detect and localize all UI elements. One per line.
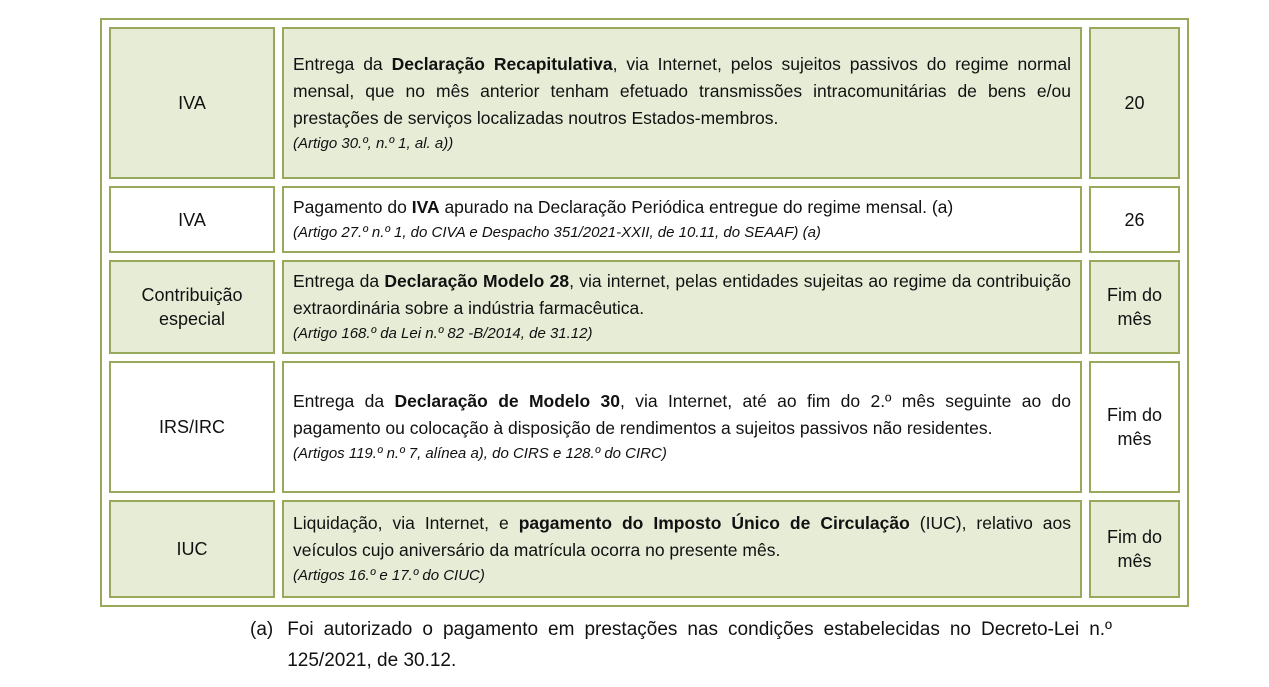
obligation-text-post: , via Internet, pelos sujeitos passivos do regime normal mensal, que no mês anterior tenham efetuado transmissões intracomunitárias de bens e/ou prestações de serviços localizadas noutros Estados-membros. — [293, 53, 1072, 128]
tax-type-cell: IVA — [109, 27, 275, 179]
table-row — [109, 260, 1180, 354]
tax-type-cell: IRS/IRC — [109, 361, 275, 493]
obligation-text — [293, 510, 1071, 564]
tax-type-cell: IVA — [109, 186, 275, 253]
footnote — [250, 614, 1112, 676]
obligation-text-post: , via internet, pelas entidades sujeitas ao regime da contribuição extraordinária sobre a indústria farmacêutica. — [293, 271, 1072, 318]
obligation-cell — [282, 500, 1082, 598]
tax-deadlines-table — [100, 18, 1189, 607]
deadline-cell: Fim do mês — [1089, 260, 1180, 354]
obligation-text-bold: pagamento do Imposto Único de Circulação — [518, 513, 910, 533]
obligation-text-bold: IVA — [411, 197, 440, 217]
deadline-cell: Fim do mês — [1089, 500, 1180, 598]
legal-reference: (Artigo 27.º n.º 1, do CIVA e Despacho 351/2021-XXII, de 10.11, do SEAAF) (a) — [293, 224, 821, 241]
table-row — [109, 186, 1180, 253]
tax-type-cell: Contribuição especial — [109, 260, 275, 354]
obligation-text — [293, 51, 1071, 132]
obligation-text-pre: Entrega da — [293, 391, 395, 411]
obligation-text-bold: Declaração Modelo 28 — [384, 271, 570, 291]
obligation-text-pre: Entrega da — [293, 53, 392, 74]
legal-reference: (Artigo 168.º da Lei n.º 82 -B/2014, de 31.12) — [293, 325, 593, 342]
obligation-text — [293, 194, 1071, 221]
obligation-cell — [282, 260, 1082, 354]
table-row — [109, 361, 1180, 493]
deadline-cell: 20 — [1089, 27, 1180, 179]
obligation-text-pre: Pagamento do — [293, 197, 412, 217]
obligation-cell — [282, 27, 1082, 179]
legal-reference: (Artigos 16.º e 17.º do CIUC) — [293, 567, 485, 584]
table-row — [109, 27, 1180, 179]
obligation-cell — [282, 186, 1082, 253]
footnote-text: Foi autorizado o pagamento em prestações nas condições estabelecidas no Decreto-Lei n.º 125/2021, de 30.12. — [287, 619, 1112, 671]
obligation-text-post: (IUC), relativo aos veículos cujo aniversário da matrícula ocorra no presente mês. — [293, 513, 1071, 560]
obligation-text-pre: Entrega da — [293, 271, 385, 291]
obligation-text-bold: Declaração Recapitulativa — [391, 53, 613, 74]
legal-reference: (Artigo 30.º, n.º 1, al. a)) — [293, 134, 454, 152]
table-row — [109, 500, 1180, 598]
tax-type-cell: IUC — [109, 500, 275, 598]
obligation-cell — [282, 361, 1082, 493]
legal-reference: (Artigos 119.º n.º 7, alínea a), do CIRS e 128.º do CIRC) — [293, 445, 667, 462]
obligation-text-bold: Declaração de Modelo 30 — [394, 391, 621, 411]
deadline-cell: 26 — [1089, 186, 1180, 253]
obligation-text-post: , via Internet, até ao fim do 2.º mês seguinte ao do pagamento ou colocação à disposição de rendimentos a sujeitos passivos não residentes. — [293, 391, 1071, 438]
footnote-marker: (a) — [250, 619, 274, 640]
obligation-text-post: apurado na Declaração Periódica entregue do regime mensal. (a) — [439, 197, 954, 217]
obligation-text — [293, 388, 1071, 442]
obligation-text — [293, 268, 1071, 322]
deadline-cell: Fim do mês — [1089, 361, 1180, 493]
obligation-text-pre: Liquidação, via Internet, e — [293, 513, 519, 533]
